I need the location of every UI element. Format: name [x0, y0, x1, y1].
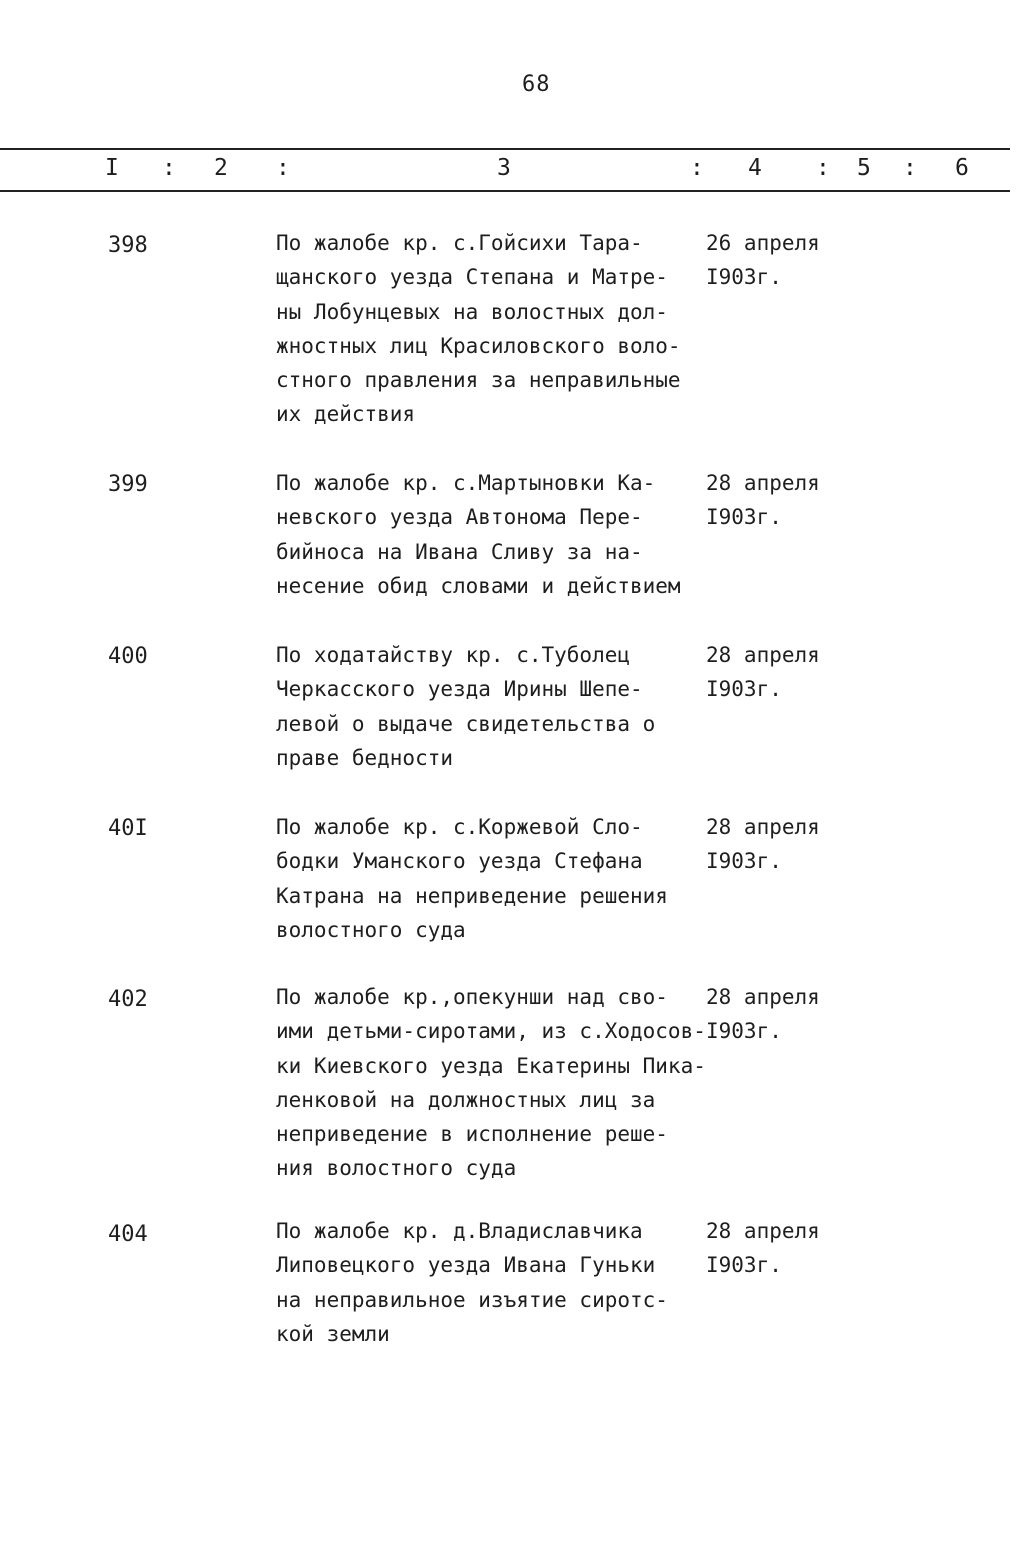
entry-description-line: жностных лиц Красиловского воло- — [276, 333, 681, 358]
entry-date-year: I903г. — [706, 265, 782, 290]
entry-description-line: По ходатайству кр. с.Туболец — [276, 643, 631, 667]
entry-date-year: I903г. — [706, 505, 782, 530]
entry-description-line: левой о выдаче свидетельства о — [276, 711, 656, 736]
entry-date-day: 28 апреля — [706, 1219, 820, 1243]
entry-description-line: кой земли — [276, 1321, 390, 1346]
entry-number: 399 — [108, 472, 148, 497]
entry-description-line: Липовецкого уезда Ивана Гуньки — [276, 1253, 656, 1278]
entry-description-line: невского уезда Автонома Пере- — [276, 505, 643, 530]
column-separator: : — [162, 155, 176, 181]
entry-date — [706, 466, 820, 535]
entry-description-line: Катрана на неприведение решения — [276, 883, 668, 908]
entry-date — [706, 1214, 820, 1283]
entry-description-line: По жалобе кр. с.Коржевой Сло- — [276, 815, 643, 839]
entry-date-day: 28 апреля — [706, 815, 820, 839]
entry-description-line: ки Киевского уезда Екатерины Пика- — [276, 1053, 706, 1078]
entry-description-line: ния волостного суда — [276, 1156, 517, 1181]
entry-date — [706, 810, 820, 879]
column-separator: : — [690, 155, 704, 181]
entry-date — [706, 638, 820, 707]
entry-description — [276, 980, 716, 1186]
entry-number: 400 — [108, 644, 148, 669]
entry-description-line: бодки Уманского уезда Стефана — [276, 849, 643, 874]
entry-date-day: 28 апреля — [706, 471, 820, 495]
header-rule-top — [0, 148, 1010, 150]
entry-number: 40I — [108, 816, 148, 841]
entry-description-line: волостного суда — [276, 917, 466, 942]
column-header-3: 3 — [497, 155, 511, 181]
entry-description-line: ленковой на должностных лиц за — [276, 1087, 656, 1112]
column-header-1: I — [105, 155, 119, 181]
entry-description-line: ны Лобунцевых на волостных дол- — [276, 299, 668, 324]
entry-date — [706, 226, 820, 295]
entry-description — [276, 810, 716, 947]
entry-date — [706, 980, 820, 1049]
entry-description-line: их действия — [276, 402, 416, 427]
column-header-6: 6 — [955, 155, 969, 181]
entry-description-line: стного правления за неправильные — [276, 368, 681, 393]
column-separator: : — [903, 155, 917, 181]
column-header-5: 5 — [857, 155, 871, 181]
entry-description — [276, 1214, 716, 1351]
entry-description — [276, 226, 716, 432]
entry-description-line: ими детьми-сиротами, из с.Ходосов- — [276, 1019, 706, 1044]
entry-date-day: 28 апреля — [706, 643, 820, 667]
entry-description-line: По жалобе кр.,опекунши над сво- — [276, 985, 668, 1009]
entry-number: 404 — [108, 1222, 148, 1247]
entry-description — [276, 466, 716, 603]
entry-date-year: I903г. — [706, 677, 782, 702]
entry-description-line: По жалобе кр. с.Мартыновки Ка- — [276, 471, 656, 495]
header-rule-bottom — [0, 190, 1010, 192]
entry-number: 398 — [108, 233, 148, 258]
entry-description-line: По жалобе кр. с.Гойсихи Тара- — [276, 231, 643, 255]
entry-description-line: на неправильное изъятие сиротс- — [276, 1287, 668, 1312]
page-number: 68 — [522, 72, 551, 97]
entry-description-line: Черкасского уезда Ирины Шепе- — [276, 677, 643, 702]
entry-description-line: праве бедности — [276, 745, 454, 770]
entry-description-line: бийноса на Ивана Сливу за на- — [276, 539, 643, 564]
entry-date-year: I903г. — [706, 1019, 782, 1044]
entry-number: 402 — [108, 987, 148, 1012]
column-separator: : — [276, 155, 290, 181]
column-separator: : — [816, 155, 830, 181]
entry-date-day: 26 апреля — [706, 231, 820, 255]
entry-description-line: несение обид словами и действием — [276, 573, 681, 598]
entry-date-day: 28 апреля — [706, 985, 820, 1009]
entry-date-year: I903г. — [706, 1253, 782, 1278]
entry-description-line: щанского уезда Степана и Матре- — [276, 265, 668, 290]
entry-description-line: неприведение в исполнение реше- — [276, 1122, 668, 1147]
entry-date-year: I903г. — [706, 849, 782, 874]
column-header-2: 2 — [214, 155, 228, 181]
entry-description — [276, 638, 716, 775]
entry-description-line: По жалобе кр. д.Владиславчика — [276, 1219, 643, 1243]
column-header-4: 4 — [748, 155, 762, 181]
